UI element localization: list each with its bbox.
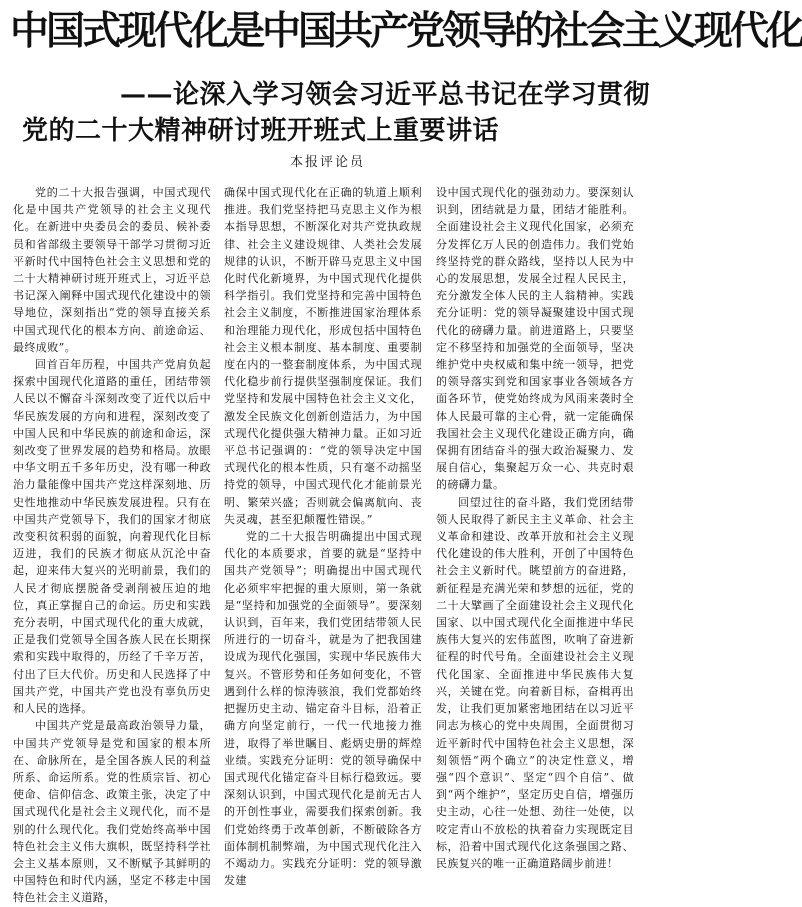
headline: 中国式现代化是中国共产党领导的社会主义现代化 bbox=[10, 9, 802, 54]
paragraph: 设中国式现代化的强劲动力。要深刻认识到，团结就是力量，团结才能胜利。全面建设社会主义现代化国家，必须充分发挥亿万人民的创造伟力。我们党始终坚持党的群众路线，坚持以人民为中心的发展思想，发展全过程人民民主，充分激发全体人民的主人翁精神。实践充分证明：党的领导凝聚建设中国式现代化的磅礴力量。前进道路上，只要坚定不移坚持和加强党的全面领导，坚决维护党中央权威和集中统一领导，把党的领导落实到党和国家事业各领域各方面各环节，使党始终成为风雨来袭时全体人民最可靠的主心骨，就一定能确保我国社会主义现代化建设正确方向，确保拥有团结奋斗的强大政治凝聚力、发展自信心，集聚起万众一心、共克时艰的磅礴力量。 bbox=[436, 186, 634, 492]
byline: 本报评论员 bbox=[290, 155, 366, 170]
paragraph: 中国共产党是最高政治领导力量，中国共产党领导是党和国家的根本所在、命脉所在，是全国各族人民的利益所系、命运所系。党的性质宗旨、初心使命、信仰信念、政策主张，决定了中国式现代化是社会主义现代化，而不是别的什么现代化。我们党始终高举中国特色社会主义伟大旗帜，既坚持科学社会主义基本原则，又不断赋予其鲜明的中国特色和时代内涵，坚定不移走中国特色社会主义道路， bbox=[13, 719, 211, 905]
paragraph: 党的二十大报告强调，中国式现代化是中国共产党领导的社会主义现代化。在新进中央委员会的委员、候补委员和省部级主要领导干部学习贯彻习近平新时代中国特色社会主义思想和党的二十大精神研讨班开班式上，习近平总书记深入阐释中国式现代化建设中的领导地位，深刻指出“党的领导直接关系中国式现代化的根本方向、前途命运、最终成败”。 bbox=[13, 186, 211, 354]
article-column-3 bbox=[436, 184, 634, 870]
subheadline-line-1: ——论深入学习领会习近平总书记在学习贯彻 bbox=[120, 80, 651, 110]
article-column-1 bbox=[13, 184, 211, 905]
article-column-2 bbox=[224, 184, 422, 888]
paragraph: 党的二十大报告明确提出中国式现代化的本质要求，首要的就是“坚持中国共产党领导”；明确提出中国式现代化必须牢牢把握的重大原则，第一条就是“坚持和加强党的全面领导”。要深刻认识到，百年来，我们党团结带领人民所进行的一切奋斗，就是为了把我国建设成为现代化强国，实现中华民族伟大复兴。不管形势和任务如何变化，不管遇到什么样的惊涛骇浪，我们党都始终把握历史主动、锚定奋斗目标，沿着正确方向坚定前行，一代一代地接力推进，取得了举世瞩目、彪炳史册的辉煌业绩。实践充分证明：党的领导确保中国式现代化锚定奋斗目标行稳致远。要深刻认识到，中国式现代化是前无古人的开创性事业，需要我们探索创新。我们党始终勇于改革创新，不断破除各方面体制机制弊端，为中国式现代化注入不竭动力。实践充分证明：党的领导激发建 bbox=[224, 530, 422, 888]
subheadline-line-2: 党的二十大精神研讨班开班式上重要讲话 bbox=[22, 116, 500, 146]
paragraph: 确保中国式现代化在正确的轨道上顺利推进。我们党坚持把马克思主义作为根本指导思想，不断深化对共产党执政规律、社会主义建设规律、人类社会发展规律的认识，不断开辟马克思主义中国化时代化新境界，为中国式现代化提供科学指引。我们党坚持和完善中国特色社会主义制度，不断推进国家治理体系和治理能力现代化，形成包括中国特色社会主义根本制度、基本制度、重要制度在内的一整套制度体系，为中国式现代化稳步前行提供坚强制度保证。我们党坚持和发展中国特色社会主义文化，激发全民族文化创新创造活力，为中国式现代化提供强大精神力量。正如习近平总书记强调的：“党的领导决定中国式现代化的根本性质，只有毫不动摇坚持党的领导，中国式现代化才能前景光明、繁荣兴盛；否则就会偏离航向、丧失灵魂，甚至犯颠覆性错误。” bbox=[224, 186, 422, 526]
paragraph: 回首百年历程，中国共产党肩负起探索中国现代化道路的重任，团结带领人民以不懈奋斗深刻改变了近代以后中华民族发展的方向和进程，深刻改变了中国人民和中华民族的前途和命运，深刻改变了世界发展的趋势和格局。放眼中华文明五千多年历史，没有哪一种政治力量能像中国共产党这样深刻地、历史性地推动中华民族发展进程。只有在中国共产党领导下，我们的国家才彻底改变积贫积弱的面貌，向着现代化目标迈进，我们的民族才彻底从沉沦中奋起，迎来伟大复兴的光明前景，我们的人民才彻底摆脱备受剥削被压迫的地位，真正掌握自己的命运。历史和实践充分表明，中国式现代化的重大成就，正是我们党领导全国各族人民在长期探索和实践中取得的，历经了千辛万苦，付出了巨大代价。历史和人民选择了中国共产党，中国共产党也没有辜负历史和人民的选择。 bbox=[13, 358, 211, 716]
paragraph: 回望过往的奋斗路，我们党团结带领人民取得了新民主主义革命、社会主义革命和建设、改革开放和社会主义现代化建设的伟大胜利，开创了中国特色社会主义新时代。眺望前方的奋进路，新征程是充满光荣和梦想的远征，党的二十大擘画了全面建设社会主义现代化国家、以中国式现代化全面推进中华民族伟大复兴的宏伟蓝图，吹响了奋进新征程的时代号角。全面建设社会主义现代化国家、全面推进中华民族伟大复兴，关键在党。向着新目标，奋楫再出发，让我们更加紧密地团结在以习近平同志为核心的党中央周围，全面贯彻习近平新时代中国特色社会主义思想，深刻领悟“两个确立”的决定性意义，增强“四个意识”、坚定“四个自信”、做到“两个维护”，坚定历史自信，增强历史主动，心往一处想、劲往一处使，以咬定青山不放松的执着奋力实现既定目标，沿着中国式现代化这条强国之路、民族复兴的唯一正确道路阔步前进！ bbox=[436, 495, 634, 870]
